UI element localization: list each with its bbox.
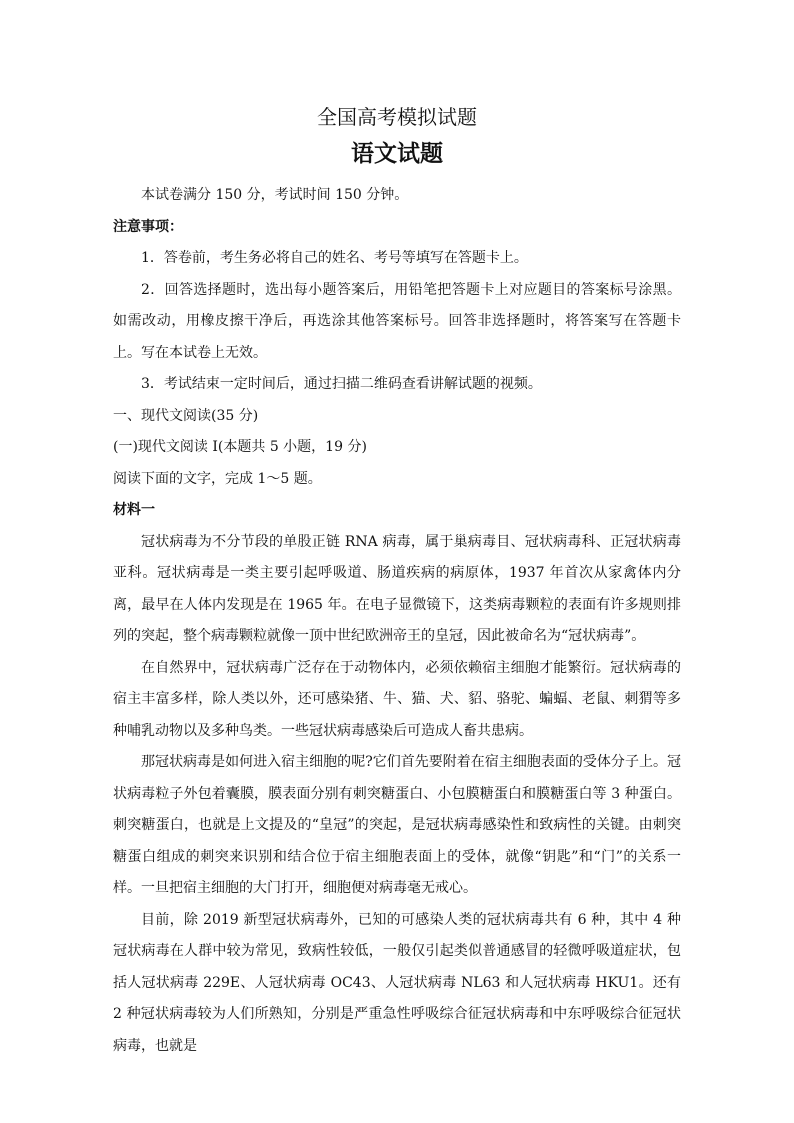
reading-instruction: 阅读下面的文字，完成 1～5 题。 [113,470,322,487]
notice-item-2: 2．回答选择题时，选出每小题答案后，用铅笔把答题卡上对应题目的答案标号涂黑。如需改动，用橡皮擦干净后，再选涂其他答案标号。回答非选择题时，将答案写在答题卡上。写在本试卷上无效。 [113,281,681,361]
exam-subtitle: 语文试题 [351,140,443,167]
paragraph-4: 目前，除 2019 新型冠状病毒外，已知的可感染人类的冠状病毒共有 6 种，其中 4 种冠状病毒在人群中较为常见，致病性较低，一般仅引起类似普通感冒的轻微呼吸道症状，包括人冠状病毒 229E、人冠状病毒 OC43、人冠状病毒 NL63 和人冠状病毒 HKU1。还有 2 种冠状病毒较为人们所熟知，分别是严重急性呼吸综合征冠状病毒和中东呼吸综合征冠状病毒，也就是 [113,911,681,1054]
section-sub-heading: (一)现代文阅读 I(本题共 5 小题，19 分) [113,439,367,455]
paragraph-3: 那冠状病毒是如何进入宿主细胞的呢?它们首先要附着在宿主细胞表面的受体分子上。冠状病毒粒子外包着囊膜，膜表面分别有刺突糖蛋白、小包膜糖蛋白和膜糖蛋白等 3 种蛋白。刺突糖蛋白，也就是上文提及的“皇冠”的突起，是冠状病毒感染性和致病性的关键。由刺突糖蛋白组成的刺突来识别和结合位于宿主细胞表面上的受体，就像“钥匙”和“门”的关系一样。一旦把宿主细胞的大门打开，细胞便对病毒毫无戒心。 [113,754,681,896]
paragraph-1: 冠状病毒为不分节段的单股正链 RNA 病毒，属于巢病毒目、冠状病毒科、正冠状病毒亚科。冠状病毒是一类主要引起呼吸道、肠道疾病的病原体，1937 年首次从家禽体内分离，最早在人体内发现是在 1965 年。在电子显微镜下，这类病毒颗粒的表面有许多规则排列的突起，整个病毒颗粒就像一顶中世纪欧洲帝王的皇冠，因此被命名为“冠状病毒”。 [113,533,681,644]
notice-item-1: 1．答卷前，考生务必将自己的姓名、考号等填写在答题卡上。 [141,250,528,266]
notice-heading: 注意事项： [113,218,183,235]
document-page [113,100,681,1062]
paragraph-2: 在自然界中，冠状病毒广泛存在于动物体内，必须依赖宿主细胞才能繁衍。冠状病毒的宿主丰富多样，除人类以外，还可感染猪、牛、猫、犬、貂、骆驼、蝙蝠、老鼠、刺猬等多种哺乳动物以及多种鸟类。一些冠状病毒感染后可造成人畜共患病。 [113,659,681,739]
intro-line: 本试卷满分 150 分，考试时间 150 分钟。 [141,187,409,203]
exam-title: 全国高考模拟试题 [317,105,477,129]
notice-item-3: 3．考试结束一定时间后，通过扫描二维码查看讲解试题的视频。 [141,376,542,392]
material-label: 材料一 [113,502,155,518]
section-heading: 一、现代文阅读(35 分) [113,407,259,424]
